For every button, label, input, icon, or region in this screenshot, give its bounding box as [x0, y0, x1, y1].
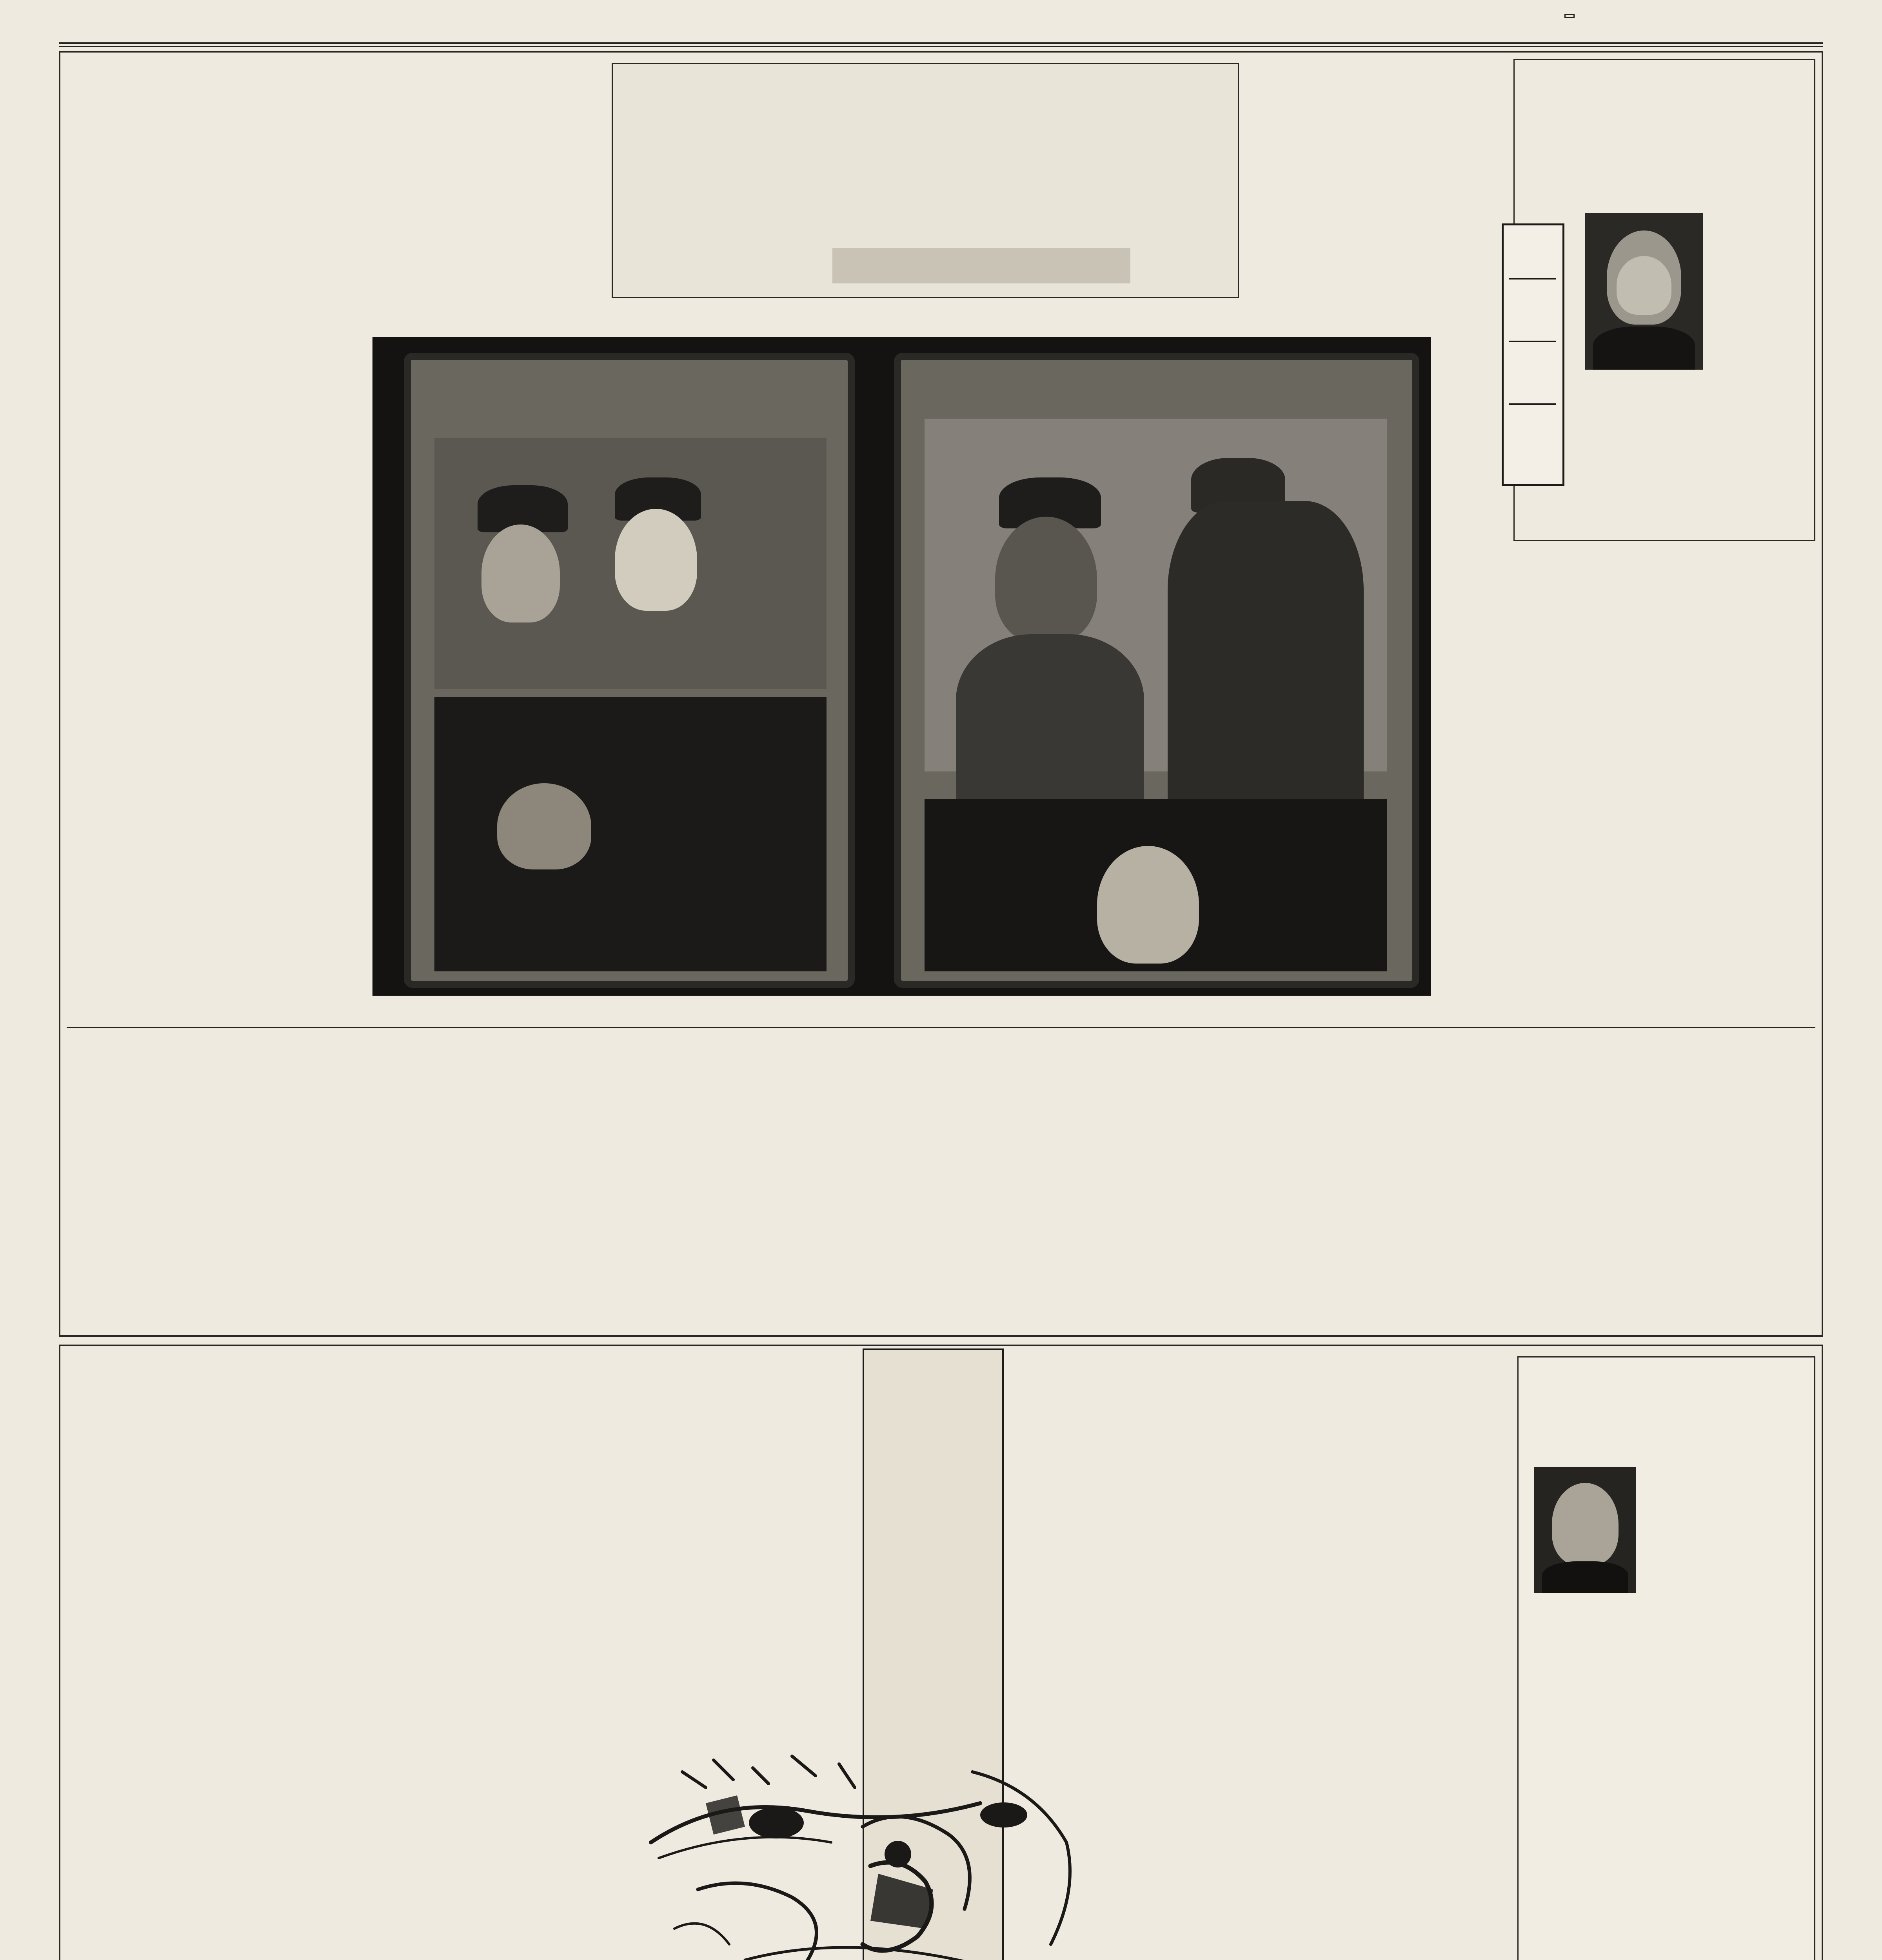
- feature-body-1: [1247, 59, 1498, 341]
- masthead: [59, 7, 1823, 42]
- serial-title-box: [1517, 1356, 1815, 1960]
- author-portrait: [1585, 213, 1703, 370]
- feature-title-box: [612, 63, 1239, 298]
- feature-side-label: [1502, 223, 1564, 486]
- feature-body-2: [67, 59, 604, 333]
- feature-author: [832, 248, 1130, 283]
- subway-window-left: [404, 353, 855, 988]
- label-char-2: [1509, 295, 1556, 342]
- serial-body-1: [1019, 1356, 1380, 1733]
- label-char-3: [1509, 358, 1556, 405]
- label-char-1: [1509, 232, 1556, 279]
- sketch-illustration: [627, 1725, 1098, 1960]
- feature-body-5: [941, 1035, 1811, 1333]
- feature-body-4: [67, 337, 365, 996]
- serial-author-portrait: [1534, 1467, 1636, 1593]
- subway-window-right: [894, 353, 1419, 988]
- serial-body-4: [67, 1356, 851, 1709]
- serial-illustration: [627, 1725, 1098, 1960]
- masthead-rule-thin: [59, 46, 1823, 47]
- label-char-4: [1509, 421, 1556, 468]
- feature-divider: [67, 1027, 1815, 1028]
- subway-photo: [372, 337, 1431, 996]
- feature-body-6: [67, 1035, 929, 1309]
- feature-body-3: [1439, 549, 1815, 1000]
- postal-box: [1564, 14, 1575, 18]
- masthead-rule: [59, 42, 1823, 44]
